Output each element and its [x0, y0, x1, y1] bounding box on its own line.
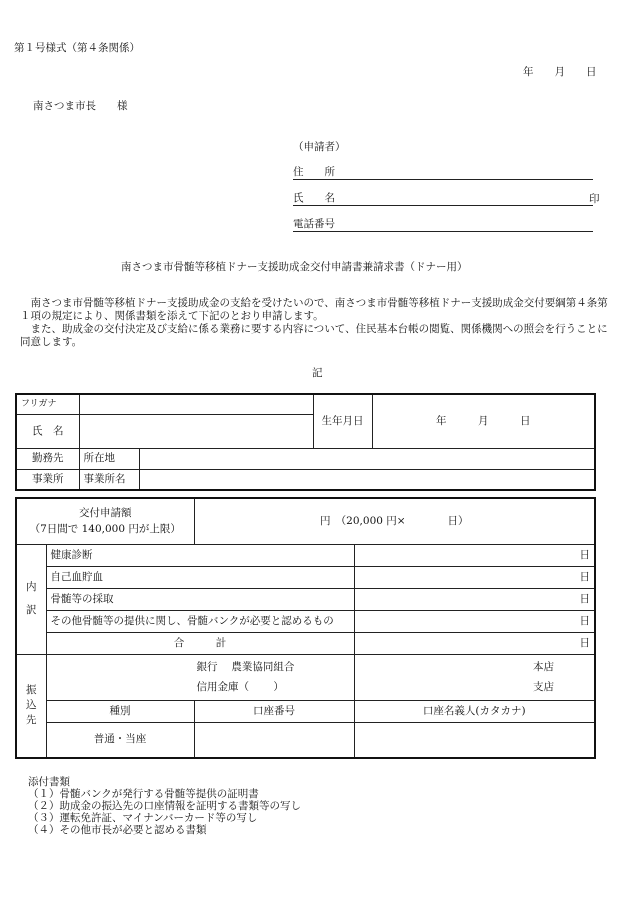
account-type-value[interactable]: 普通・当座 [46, 722, 194, 758]
location-label: 所在地 [79, 448, 139, 469]
breakdown-item: 自己血貯血 [46, 566, 354, 588]
ki-mark: 記 [312, 367, 323, 379]
seal-mark: 印 [589, 193, 600, 205]
account-holder-input[interactable] [354, 722, 595, 758]
name-row-label: 氏 名 [16, 414, 79, 448]
work-label: 勤務先 [16, 448, 79, 469]
date-line: 年 月 日 [523, 66, 597, 78]
birth-value[interactable]: 年 月 日 [372, 394, 595, 448]
location-input[interactable] [139, 448, 595, 469]
attachment-item: （３）運転免許証、マイナンバーカード等の写し [28, 812, 258, 824]
account-type-header: 種別 [46, 700, 194, 722]
bank-line-1: 銀行 農業協同組合 [196, 661, 295, 673]
attachments [28, 776, 301, 836]
amount-value[interactable]: 円 （20,000 円× 日） [194, 498, 595, 544]
breakdown-item: その他骨髄等の提供に関し、骨髄バンクが必要と認めるもの [46, 610, 354, 632]
name-input[interactable] [79, 414, 313, 448]
bank-name[interactable] [46, 654, 354, 700]
address-label: 住 所 [293, 166, 335, 178]
name-label: 氏 名 [293, 192, 335, 204]
addressee: 南さつま市長 様 [33, 100, 128, 112]
phone-field[interactable] [293, 218, 593, 232]
form-number: 第１号様式（第４条関係） [14, 42, 140, 54]
office-name-label: 事業所名 [79, 469, 139, 490]
branch-name[interactable] [354, 654, 595, 700]
breakdown-days[interactable]: 日 [354, 610, 595, 632]
breakdown-days[interactable]: 日 [354, 588, 595, 610]
office-label: 事業所 [16, 469, 79, 490]
personal-info-table [15, 393, 596, 491]
branch-sub: 支店 [533, 681, 555, 693]
attachment-item: （２）助成金の振込先の口座情報を証明する書類等の写し [28, 800, 301, 812]
amount-label [16, 498, 194, 544]
branch-main: 本店 [533, 661, 555, 673]
name-field[interactable] [293, 192, 593, 206]
applicant-label: （申請者） [293, 141, 346, 153]
breakdown-item: 健康診断 [46, 544, 354, 566]
breakdown-item: 骨髄等の採取 [46, 588, 354, 610]
breakdown-days[interactable]: 日 [354, 544, 595, 566]
address-field[interactable] [293, 166, 593, 180]
account-number-header: 口座番号 [194, 700, 354, 722]
furigana-label: フリガナ [16, 394, 79, 414]
attachment-item: （４）その他市長が必要と認める書類 [28, 824, 207, 836]
account-number-input[interactable] [194, 722, 354, 758]
phone-label: 電話番号 [293, 218, 335, 230]
body-text [20, 297, 615, 349]
birth-label: 生年月日 [313, 394, 372, 448]
amount-label-note: （7日間で 140,000 円が上限） [29, 523, 181, 536]
total-label: 合 計 [46, 632, 354, 654]
transfer-label: 振 込 先 [16, 654, 46, 758]
account-holder-header: 口座名義人(カタカナ) [354, 700, 595, 722]
body-paragraph-2: また、助成金の交付決定及び支給に係る業務に要する内容について、住民基本台帳の閲覧、関係機関への照会を行うことに同意します。 [20, 323, 608, 348]
document-title: 南さつま市骨髄等移植ドナー支援助成金交付申請書兼請求書（ドナー用） [121, 261, 468, 273]
total-days[interactable]: 日 [354, 632, 595, 654]
bank-line-2: 信用金庫（ ） [196, 681, 284, 693]
attachment-item: （１）骨髄バンクが発行する骨髄等提供の証明書 [28, 788, 259, 800]
breakdown-label: 内 訳 [16, 544, 46, 654]
furigana-input[interactable] [79, 394, 313, 414]
amount-table [15, 497, 596, 759]
amount-label-main: 交付申請額 [79, 506, 132, 519]
office-name-input[interactable] [139, 469, 595, 490]
attachments-heading: 添付書類 [28, 776, 70, 788]
body-paragraph-1: 南さつま市骨髄等移植ドナー支援助成金の支給を受けたいので、南さつま市骨髄等移植ドナー支援助成金交付要綱第４条第１項の規定により、関係書類を添えて下記のとおり申請します。 [20, 297, 608, 322]
breakdown-days[interactable]: 日 [354, 566, 595, 588]
